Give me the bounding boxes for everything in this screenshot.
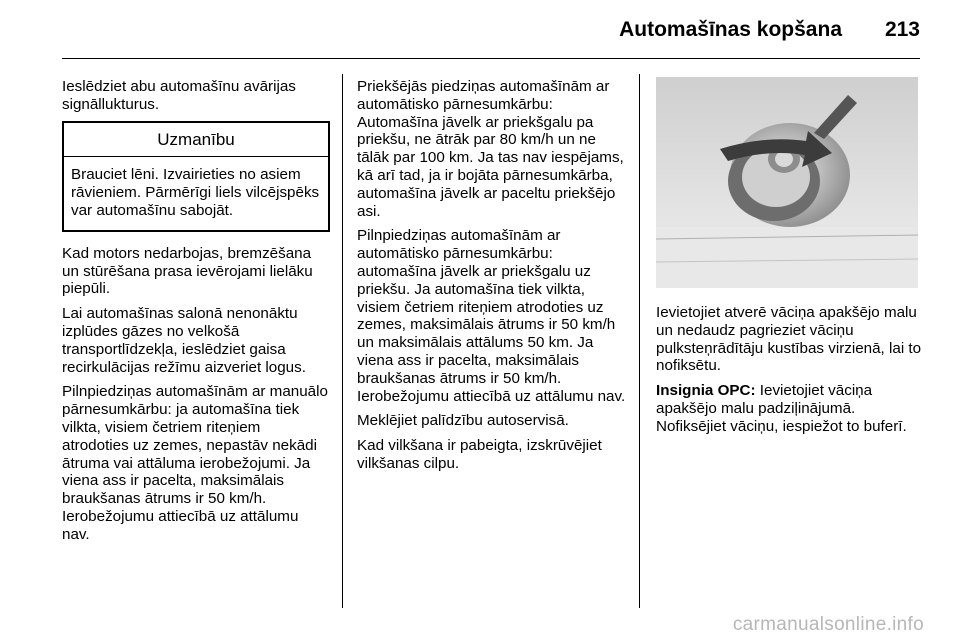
header-divider <box>62 58 920 59</box>
watermark: carmanualsonline.info <box>732 614 924 635</box>
warning-body: Brauciet lēni. Izvairieties no asiem rāvieniem. Pārmērīgi liels vilcējspēks var automašīnu sabojāt. <box>71 166 320 219</box>
page-number: 213 <box>884 18 920 41</box>
column-1 <box>62 78 330 551</box>
paragraph: Ieslēdziet abu automašīnu avārijas signāllukturus. <box>62 78 296 113</box>
paragraph: Pilnpiedziņas automašīnām ar manuālo pārnesumkārbu: ja automašīna tiek vilkta, visiem četriem riteņiem atrodoties uz zemes, nepastāv nekādi ātruma vai attāluma ierobežojumi. Ja viena ass ir pacelta, maksimālais braukšanas ātrums ir 50 km/h. Ierobežojumu attiecībā uz attālumu nav. <box>62 383 328 543</box>
paragraph: Pilnpiedziņas automašīnām ar automātisko pārnesumkārbu: automašīna jāvelk ar priekšgalu uz priekšu. Ja automašīna tiek vilkta, visiem četriem riteņiem atrodoties uz zemes, maksimālais ātrums ir 50 km/h un maksimālais attālums 50 km. Ja viena ass ir pacelta, maksimālais braukšanas ātrums ir 50 km/h. Ierobežojumu attiecībā uz attālumu nav. <box>357 227 626 405</box>
column-2 <box>357 78 632 480</box>
paragraph: Ievietojiet atverē vāciņa apakšējo malu un nedaudz pagrieziet vāciņu pulksteņrādītāju kustības virzienā, lai to nofiksētu. <box>656 304 922 375</box>
model-label: Insignia OPC: <box>656 382 756 400</box>
towing-eye-cover-photo <box>656 77 918 288</box>
paragraph: Lai automašīnas salonā nenonāktu izplūdes gāzes no velkošā transportlīdzekļa, ieslēdziet gaisa recirkulācijas režīmu aizveriet logus. <box>62 305 306 376</box>
column-divider-1 <box>342 74 343 608</box>
paragraph: Meklējiet palīdzību autoservisā. <box>357 412 569 430</box>
cover-illustration <box>656 77 918 288</box>
paragraph: Priekšējās piedziņas automašīnām ar automātisko pārnesumkārbu: Automašīna jāvelk ar priekšgalu pa priekšu, ne ātrāk par 80 km/h un ne tālāk par 100 km. Ja tas nav iespējams, kā arī tad, ja ir bojāta pārnesumkārba, automašīna jāvelk ar paceltu priekšējo asi. <box>357 78 624 220</box>
column-3 <box>656 304 926 443</box>
paragraph: Kad motors nedarbojas, bremzēšana un stūrēšana prasa ievērojami lielāku piepūli. <box>62 244 313 298</box>
paragraph: Kad vilkšana ir pabeigta, izskrūvējiet vilkšanas cilpu. <box>357 437 602 472</box>
warning-title: Uzmanību <box>64 123 328 158</box>
warning-box <box>62 121 330 232</box>
model-instruction: Ievietojiet vāciņa apakšējo malu padziļinājumā. Nofiksējiet vāciņu, iespiežot to buferī. <box>656 382 907 435</box>
paragraph <box>656 382 926 435</box>
section-title: Automašīnas kopšana <box>619 18 842 41</box>
column-divider-2 <box>639 74 640 608</box>
